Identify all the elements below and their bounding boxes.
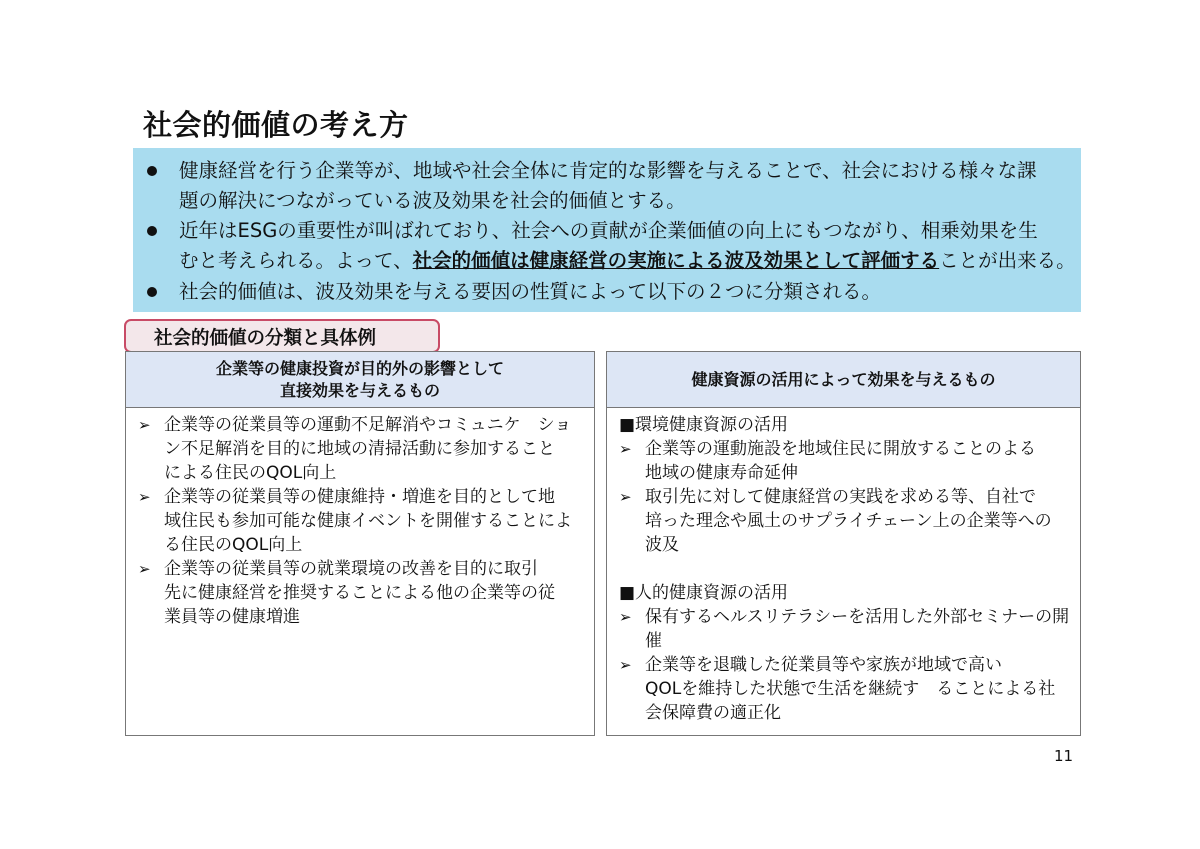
arrow-bullet-icon: ➢ — [138, 560, 151, 578]
list-item-line: 会保障費の適正化 — [645, 703, 781, 723]
spacer — [619, 557, 1072, 581]
right-panel-body — [619, 413, 1072, 725]
page-title: 社会的価値の考え方 — [143, 108, 409, 142]
bullet-dot-icon — [147, 166, 157, 176]
arrow-bullet-icon: ➢ — [619, 608, 632, 626]
list-item — [619, 437, 1072, 485]
list-item-line: QOLを維持した状態で生活を継続す ることによる社 — [645, 679, 1056, 699]
right-panel — [606, 351, 1081, 736]
subheading-environmental: ■環境健康資源の活用 — [619, 415, 789, 435]
subheading-human: ■人的健康資源の活用 — [619, 583, 789, 603]
section-label-tab — [124, 319, 440, 353]
list-item-line: 業員等の健康増進 — [164, 607, 300, 627]
list-item-line: 培った理念や風土のサプライチェーン上の企業等への — [645, 511, 1052, 531]
list-item-line: 企業等の従業員等の健康維持・増進を目的として地 — [164, 487, 555, 507]
left-header-line-1: 企業等の健康投資が目的外の影響として — [215, 358, 504, 378]
summary-bullet-1-line-2: 題の解決につながっている波及効果を社会的価値とする。 — [179, 189, 686, 212]
list-item — [619, 485, 1072, 557]
arrow-bullet-icon: ➢ — [138, 488, 151, 506]
summary-bullet-2-line-2 — [179, 246, 1079, 276]
list-item-line: 波及 — [645, 535, 679, 555]
list-item-line: 企業等の運動施設を地域住民に開放することのよる — [645, 439, 1036, 459]
list-item — [138, 557, 586, 629]
list-item-line: 企業等の従業員等の就業環境の改善を目的に取引 — [164, 559, 538, 579]
list-item-line: 催 — [645, 631, 662, 651]
list-item-line: 域住民も参加可能な健康イベントを開催することによ — [164, 511, 572, 531]
summary-box — [133, 148, 1081, 312]
arrow-bullet-icon: ➢ — [619, 488, 632, 506]
summary-bullet-2-line-1: 近年はESGの重要性が叫ばれており、社会への貢献が企業価値の向上にもつながり、相乗効果を生 — [179, 219, 1038, 242]
bullet-dot-icon — [147, 287, 157, 297]
left-panel-body — [138, 413, 586, 629]
list-item — [619, 605, 1072, 653]
left-panel — [125, 351, 595, 736]
list-item-line: 企業等を退職した従業員等や家族が地域で高い — [645, 655, 1002, 675]
list-item — [138, 413, 586, 485]
arrow-bullet-icon: ➢ — [619, 440, 632, 458]
summary-bullet-1-line-1: 健康経営を行う企業等が、地域や社会全体に肯定的な影響を与えることで、社会における様々な課 — [179, 159, 1037, 182]
list-item-line: 先に健康経営を推奨することによる他の企業等の従 — [164, 583, 555, 603]
bullet-dot-icon — [147, 226, 157, 236]
list-item-line: る住民のQOL向上 — [164, 535, 303, 555]
list-item-line: 取引先に対して健康経営の実践を求める等、自社で — [645, 487, 1036, 507]
list-item — [138, 485, 586, 557]
summary-bullet-3-line-1: 社会的価値は、波及効果を与える要因の性質によって以下の２つに分類される。 — [179, 280, 882, 303]
left-header-line-2: 直接効果を与えるもの — [279, 380, 440, 400]
section-label: 社会的価値の分類と具体例 — [154, 328, 377, 349]
arrow-bullet-icon: ➢ — [138, 416, 151, 434]
list-item-line: による住民のQOL向上 — [164, 463, 337, 483]
list-item-line: 保有するヘルスリテラシーを活用した外部セミナーの開 — [645, 607, 1070, 627]
summary-bullet-2-pre: むと考えられる。よって、 — [179, 249, 413, 272]
summary-bullet-2-post: ことが出来る。 — [939, 249, 1076, 272]
list-item-line: 企業等の従業員等の運動不足解消やコミュニケ ショ — [164, 415, 572, 435]
left-panel-header — [126, 352, 594, 408]
right-panel-header — [607, 352, 1080, 408]
arrow-bullet-icon: ➢ — [619, 656, 632, 674]
summary-emphasis: 社会的価値は健康経営の実施による波及効果として評価する — [412, 249, 940, 272]
list-item — [619, 653, 1072, 725]
right-header-text: 健康資源の活用によって効果を与えるもの — [691, 369, 996, 389]
list-item-line: ン不足解消を目的に地域の清掃活動に参加すること — [164, 439, 555, 459]
page-number: 11 — [1054, 747, 1074, 765]
list-item-line: 地域の健康寿命延伸 — [645, 463, 798, 483]
